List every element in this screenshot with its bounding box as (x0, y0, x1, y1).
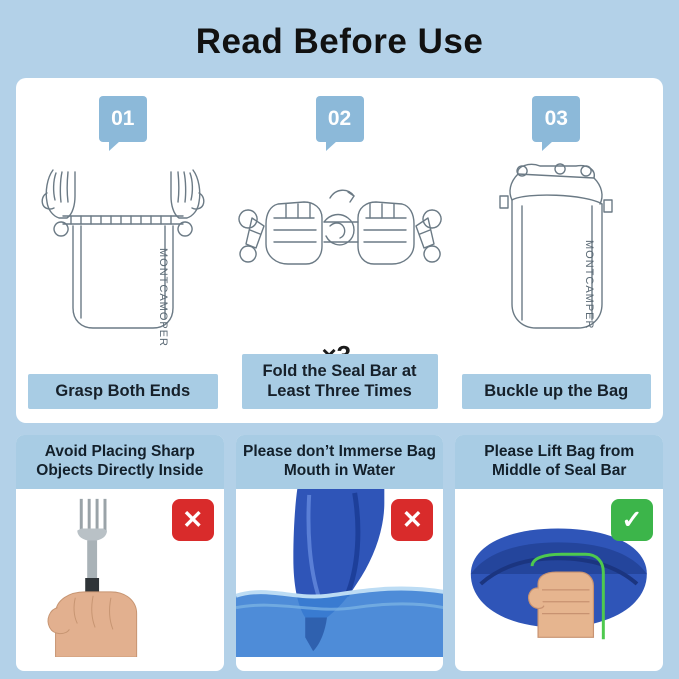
step-03 (450, 78, 664, 423)
warning-title: Avoid Placing Sharp Objects Directly Inside (16, 435, 224, 489)
hands-folding-seal-bar-illustration (230, 148, 450, 348)
warnings-row (16, 435, 663, 671)
warning-card-immerse-mouth (236, 435, 444, 671)
warning-photo (455, 489, 663, 671)
step-caption: Fold the Seal Bar at Least Three Times (242, 354, 438, 409)
hands-grasping-both-ends-illustration (16, 148, 230, 348)
step-number-badge: 01 (99, 96, 147, 142)
buckled-dry-bag-illustration (450, 148, 664, 348)
page-title: Read Before Use (195, 22, 484, 61)
warning-title: Please Lift Bag from Middle of Seal Bar (455, 435, 663, 489)
status-badge: ✕ (172, 499, 214, 541)
warning-title: Please don’t Immerse Bag Mouth in Water (236, 435, 444, 489)
status-badge: ✕ (391, 499, 433, 541)
steps-row (16, 78, 663, 423)
step-01 (16, 78, 230, 423)
svg-text:MONTCAMOPER: MONTCAMOPER (156, 248, 169, 347)
warning-card-lift-middle (455, 435, 663, 671)
step-02 (230, 78, 450, 423)
step-number-badge: 03 (532, 96, 580, 142)
steps-panel (16, 78, 663, 423)
step-caption: Grasp Both Ends (28, 374, 218, 409)
step-caption: Buckle up the Bag (462, 374, 652, 409)
step-number-badge: 02 (316, 96, 364, 142)
warning-card-sharp-objects (16, 435, 224, 671)
warning-photo (16, 489, 224, 671)
svg-text:MONTCAMPER: MONTCAMPER (583, 240, 596, 330)
warning-photo (236, 489, 444, 671)
status-badge: ✓ (611, 499, 653, 541)
